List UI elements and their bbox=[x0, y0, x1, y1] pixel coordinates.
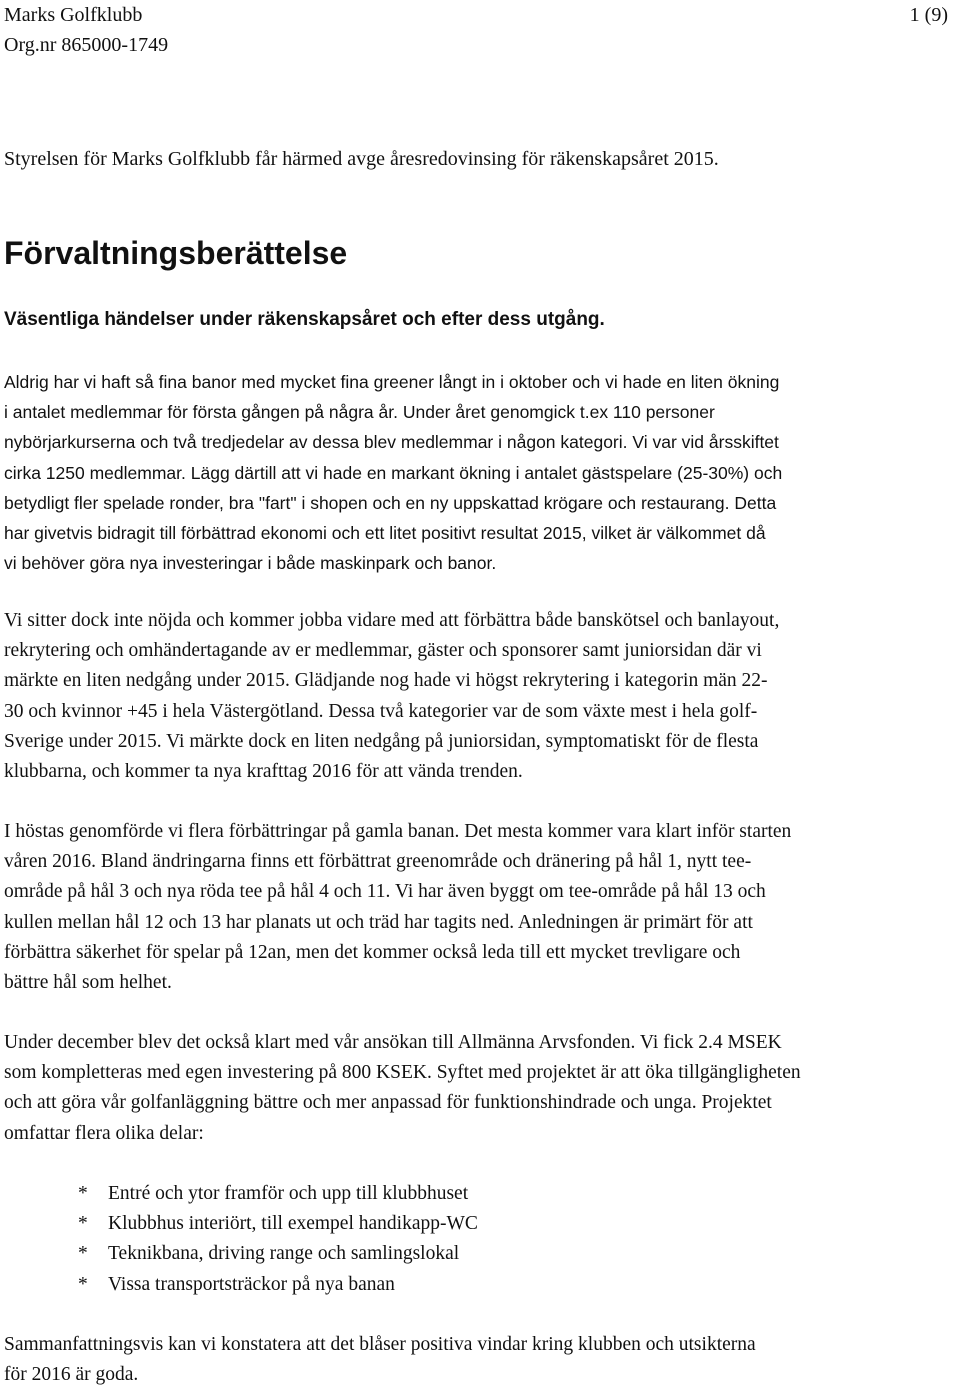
document-header-left bbox=[4, 0, 168, 60]
bullet-marker: * bbox=[78, 1273, 88, 1295]
list-item bbox=[78, 1270, 478, 1300]
list-item-text: Entré och ytor framför och upp till klubbhuset bbox=[108, 1183, 469, 1204]
project-parts-list bbox=[78, 1179, 478, 1300]
paragraph-line: cirka 1250 medlemmar. Lägg därtill att vi hade en markant ökning i antalet gästspelare (25-30%) och bbox=[4, 462, 783, 483]
org-number: Org.nr 865000-1749 bbox=[4, 34, 169, 56]
list-item-text: Vissa transportsträckor på nya banan bbox=[108, 1273, 395, 1295]
paragraph-line: har givetvis bidragit till förbättrad ekonomi och ett litet positivt resultat 2015, vilket är välkommet då bbox=[4, 523, 766, 544]
list-item-text: Klubbhus interiört, till exempel handikapp-WC bbox=[108, 1213, 478, 1235]
bullet-marker: * bbox=[78, 1243, 88, 1265]
paragraph-line: våren 2016. Bland ändringarna finns ett förbättrat greenområde och dränering på hål 1, nytt tee- bbox=[4, 851, 752, 873]
paragraph-line: område på hål 3 och nya röda tee på hål 4 och 11. Vi har även byggt om tee-område på hål 13 och bbox=[4, 881, 766, 903]
list-item bbox=[78, 1239, 478, 1269]
paragraph-line: bättre hål som helhet. bbox=[4, 972, 172, 994]
paragraph-line: Vi sitter dock inte nöjda och kommer jobba vidare med att förbättra både banskötsel och banlayout, bbox=[4, 610, 780, 631]
paragraph-line: betydligt fler spelade ronder, bra "fart" i shopen och en ny uppskattad krögare och restaurang. Detta bbox=[4, 492, 777, 513]
paragraph-line: nybörjarkurserna och två tredjedelar av dessa blev medlemmar i någon kategori. Vi var vid årsskiftet bbox=[4, 432, 779, 453]
paragraph-line: för 2016 är goda. bbox=[4, 1364, 139, 1386]
paragraph-line: i antalet medlemmar för första gången på några år. Under året genomgick t.ex 110 personer bbox=[4, 402, 715, 423]
bullet-marker: * bbox=[78, 1213, 88, 1235]
paragraph-line: omfattar flera olika delar: bbox=[4, 1122, 204, 1144]
org-name: Marks Golfklubb bbox=[4, 4, 143, 26]
list-item-text: Teknikbana, driving range och samlingslokal bbox=[108, 1243, 460, 1265]
page-title: Förvaltningsberättelse bbox=[4, 235, 348, 271]
paragraph-line: Aldrig har vi haft så fina banor med mycket fina greener långt in i oktober och vi hade en liten ökning bbox=[4, 372, 780, 392]
paragraph-line: kullen mellan hål 12 och 13 har planats ut och träd har tagits ned. Anledningen är primärt för att bbox=[4, 911, 753, 933]
paragraph-line: Under december blev det också klart med vår ansökan till Allmänna Arvsfonden. Vi fick 2.4 MSEK bbox=[4, 1032, 782, 1053]
paragraph-line: klubbarna, och kommer ta nya krafttag 2016 för att vända trenden. bbox=[4, 761, 523, 783]
list-item bbox=[78, 1209, 478, 1239]
list-item bbox=[78, 1179, 478, 1209]
paragraph-1 bbox=[4, 367, 954, 578]
paragraph-3 bbox=[4, 817, 954, 998]
paragraph-4 bbox=[4, 1028, 954, 1149]
paragraph-line: 30 och kvinnor +45 i hela Västergötland. Dessa två kategorier var de som växte mest i hela golf- bbox=[4, 700, 758, 722]
paragraph-line: Sammanfattningsvis kan vi konstatera att det blåser positiva vindar kring klubben och utsikterna bbox=[4, 1334, 756, 1355]
bullet-marker: * bbox=[78, 1183, 88, 1204]
paragraph-line: och att göra vår golfanläggning bättre och mer anpassad för funktionshindrade och unga. Projektet bbox=[4, 1092, 772, 1114]
paragraph-line: vi behöver göra nya investeringar i både maskinpark och banor. bbox=[4, 553, 497, 574]
paragraph-line: förbättra säkerhet för spelar på 12an, men det kommer också leda till ett mycket trevligare och bbox=[4, 941, 741, 963]
paragraph-line: I höstas genomförde vi flera förbättringar på gamla banan. Det mesta kommer vara klart inför starten bbox=[4, 821, 792, 842]
section-subtitle: Väsentliga händelser under räkenskapsåret och efter dess utgång. bbox=[4, 309, 605, 330]
paragraph-5 bbox=[4, 1330, 954, 1390]
paragraph-line: rekrytering och omhändertagande av er medlemmar, gäster och sponsorer samt juniorsidan där vi bbox=[4, 640, 762, 662]
paragraph-line: Sverige under 2015. Vi märkte dock en liten nedgång på juniorsidan, symptomatiskt för de flesta bbox=[4, 730, 759, 752]
paragraph-2 bbox=[4, 606, 954, 787]
paragraph-line: märkte en liten nedgång under 2015. Glädjande nog hade vi högst rekrytering i kategorin män 22- bbox=[4, 670, 768, 692]
intro-text: Styrelsen för Marks Golfklubb får härmed avge åresredovinsing för räkenskapsåret 2015. bbox=[4, 148, 719, 170]
paragraph-line: som kompletteras med egen investering på 800 KSEK. Syftet med projektet är att öka tillgängligheten bbox=[4, 1062, 801, 1084]
page-indicator: 1 (9) bbox=[909, 4, 948, 26]
